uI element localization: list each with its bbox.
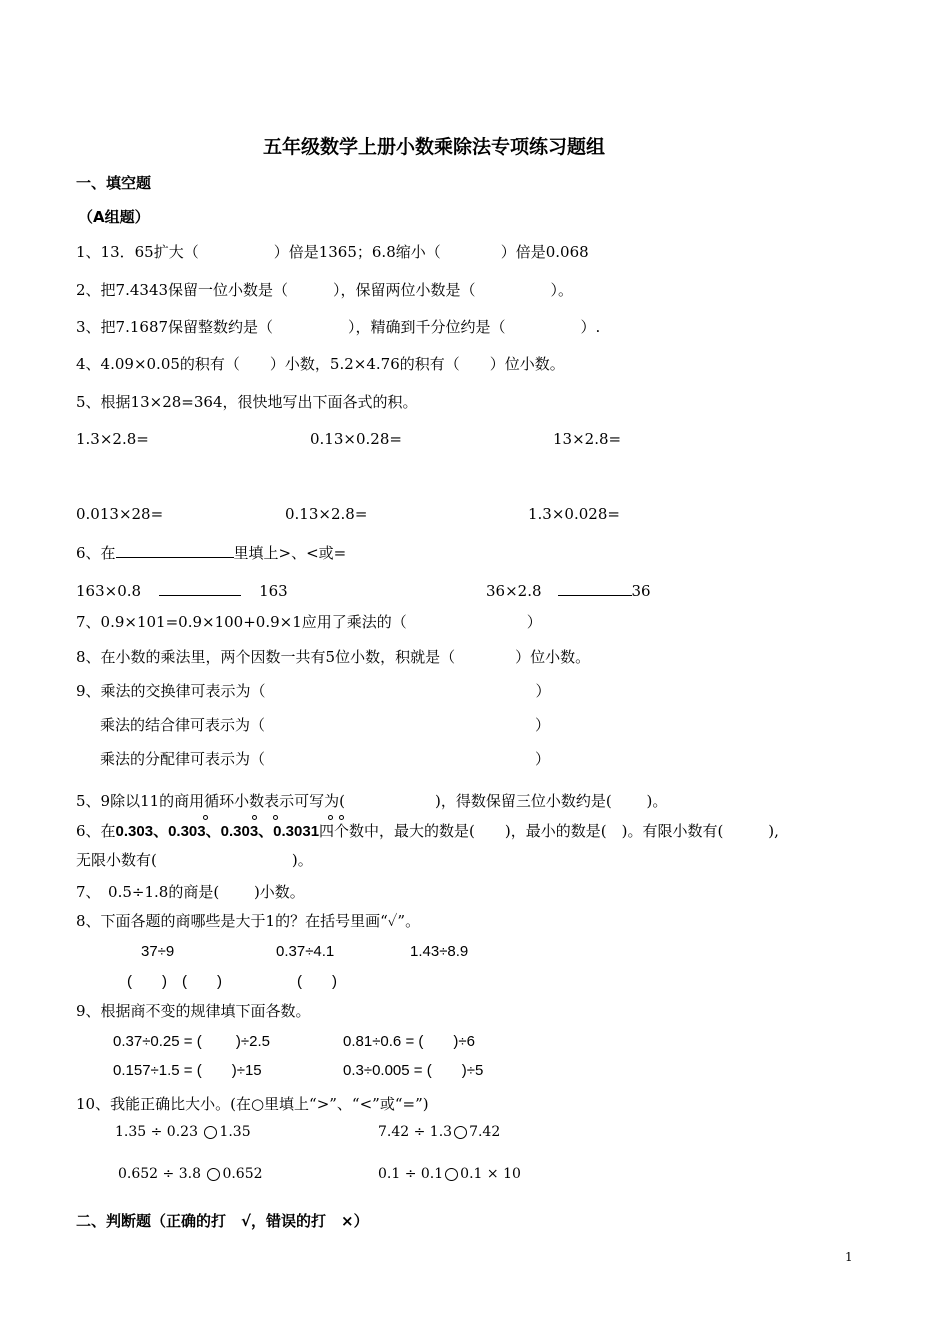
repeating-dot-icon [273, 815, 278, 820]
compare-circle-icon [207, 1168, 220, 1181]
part2-question-6 [76, 824, 779, 839]
part2-question-5: 5、9除以11的商用循环小数表示可写为( )，得数保留三位小数约是( )。 [76, 792, 668, 810]
question-3: 3、把7.1687保留整数约是（ ），精确到千分位约是（ ）. [76, 318, 601, 336]
blank-line [116, 543, 234, 558]
question-9c: 乘法的分配律可表示为（ ） [100, 750, 551, 768]
part2-question-6-prefix: 6、在 [76, 822, 116, 840]
question-7: 7、0.9×101=0.9×100+0.9×1应用了乘法的（ ） [76, 613, 542, 631]
quotient-item: 0.37÷0.25 = ( )÷2.5 [113, 1033, 270, 1050]
question-1: 1、13．65扩大（ ）倍是1365；6.8缩小（ ）倍是0.068 [76, 243, 589, 261]
quotient-item: 0.81÷0.6 = ( )÷6 [343, 1033, 475, 1050]
compare-circle-icon [445, 1168, 458, 1181]
question-8: 8、在小数的乘法里，两个因数一共有5位小数，积就是（ ）位小数。 [76, 648, 591, 666]
question-6-prefix: 6、在 [76, 544, 116, 562]
compare-right: 0.1 × 10 [460, 1166, 521, 1182]
division-expr: 1.43÷8.9 [410, 943, 469, 960]
division-expr: 37÷9 [141, 943, 175, 960]
calc-item: 0.13×0.28= [310, 430, 402, 448]
compare-expr [378, 1125, 500, 1139]
question-9b: 乘法的结合律可表示为（ ） [100, 716, 551, 734]
quotient-item: 0.157÷1.5 = ( )÷15 [113, 1062, 262, 1079]
question-6 [76, 543, 346, 561]
repeating-dot-icon [328, 815, 333, 820]
repeating-dot-icon [203, 815, 208, 820]
compare-left: 1.35 ÷ 0.23 [115, 1124, 198, 1140]
page-title: 五年级数学上册小数乘除法专项练习题组 [263, 136, 606, 158]
compare-left: 0.652 ÷ 3.8 [118, 1166, 201, 1182]
calc-item: 1.3×0.028= [528, 505, 620, 523]
part2-question-7: 7、 0.5÷1.8的商是( )小数。 [76, 883, 305, 901]
part2-question-6-line2: 无限小数有( )。 [76, 851, 313, 869]
compare-left: 7.42 ÷ 1.3 [378, 1124, 453, 1140]
part2-question-9: 9、根据商不变的规律填下面各数。 [76, 1002, 311, 1020]
section-heading-fill-blank: 一、填空题 [76, 174, 152, 192]
compare-right: 0.652 [222, 1166, 263, 1182]
compare-item-b [486, 581, 651, 599]
part2-question-8: 8、下面各题的商哪些是大于1的？在括号里画“✓”。 [76, 912, 421, 930]
compare-item-a [76, 581, 288, 599]
compare-expr [115, 1125, 251, 1139]
compare-left: 163×0.8 [76, 582, 142, 600]
calc-item: 0.13×2.8= [285, 505, 368, 523]
question-6-suffix: 里填上>、<或= [233, 544, 347, 562]
compare-right: 7.42 [469, 1124, 501, 1140]
group-a-label: （A组题） [78, 208, 150, 226]
blank-line [558, 581, 632, 596]
blank-line [159, 581, 241, 596]
compare-left: 0.1 ÷ 0.1 [378, 1166, 444, 1182]
compare-right: 36 [631, 582, 651, 600]
question-4: 4、4.09×0.05的积有（ ）小数，5.2×4.76的积有（ ）位小数。 [76, 355, 565, 373]
question-9a: 9、乘法的交换律可表示为（ ） [76, 682, 551, 700]
compare-left: 36×2.8 [486, 582, 542, 600]
division-expr: 0.37÷4.1 [276, 943, 335, 960]
compare-right: 163 [259, 582, 288, 600]
compare-right: 1.35 [219, 1124, 251, 1140]
page-number: 1 [845, 1250, 853, 1264]
calc-item: 13×2.8= [553, 430, 622, 448]
compare-expr [378, 1167, 521, 1181]
part2-question-6-suffix: 四个数中，最大的数是( )，最小的数是( )。有限小数有( ), [319, 822, 779, 840]
question-5: 5、根据13×28=364，很快地写出下面各式的积。 [76, 393, 418, 411]
quotient-item: 0.3÷0.005 = ( )÷5 [343, 1062, 484, 1079]
compare-expr [118, 1167, 263, 1181]
section-heading-true-false: 二、判断题（正确的打 √，错误的打 ×） [76, 1212, 369, 1230]
compare-circle-icon [454, 1126, 467, 1139]
question-2: 2、把7.4343保留一位小数是（ ），保留两位小数是（ ）。 [76, 281, 574, 299]
decimal-numbers: 0.303、0.303、0.303、0.3031 [116, 823, 320, 840]
compare-circle-icon [204, 1126, 217, 1139]
calc-item: 0.013×28= [76, 505, 164, 523]
answer-parens: ( ) ( ) ( ) [127, 973, 337, 990]
calc-item: 1.3×2.8= [76, 430, 149, 448]
part2-question-10: 10、我能正确比大小。(在○里填上“>”、“<”或“=”) [76, 1095, 429, 1113]
repeating-dot-icon [339, 815, 344, 820]
repeating-dot-icon [252, 815, 257, 820]
